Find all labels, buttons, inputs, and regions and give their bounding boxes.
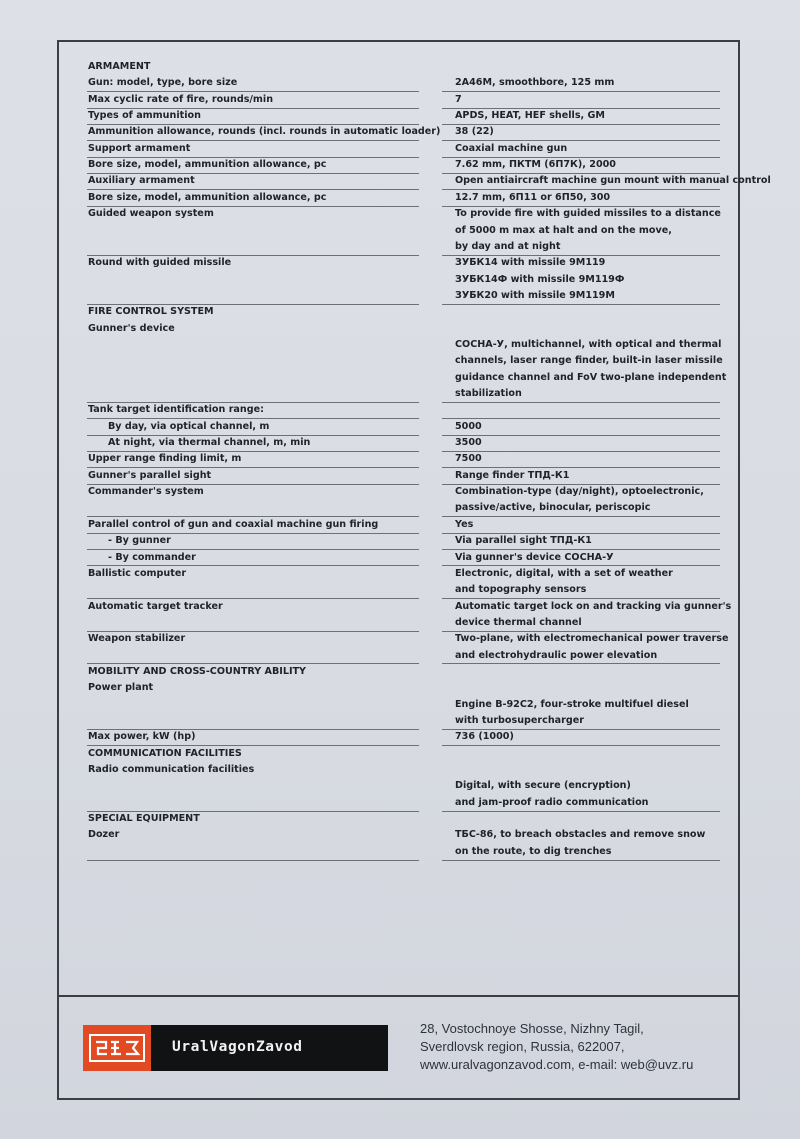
spec-label: By day, via optical channel, m <box>108 420 270 432</box>
spec-value: Engine В-92С2, four-stroke multifuel diesel <box>455 698 689 710</box>
row-rule <box>87 860 419 861</box>
spec-value: and topography sensors <box>455 584 587 596</box>
spec-value: channels, laser range finder, built-in laser missile <box>455 355 723 367</box>
spec-value: ЗУБК14Ф with missile 9М119Ф <box>455 273 625 285</box>
spec-value: ЗУБК14 with missile 9М119 <box>455 257 606 269</box>
spec-value <box>455 811 720 827</box>
spec-value: Two-plane, with electromechanical power traverse <box>455 633 729 645</box>
spec-value <box>455 402 720 418</box>
spec-value: Digital, with secure (encryption) <box>455 780 631 792</box>
spec-value: 7 <box>455 93 462 105</box>
uvz-badge-icon <box>83 1025 151 1071</box>
spec-value: 2A46M, smoothbore, 125 mm <box>455 77 615 89</box>
spec-value: guidance channel and FoV two-plane independent <box>455 371 727 383</box>
spec-value: Automatic target lock on and tracking via gunner's <box>455 600 732 612</box>
spec-value: 736 (1000) <box>455 731 514 743</box>
spec-value <box>455 680 720 696</box>
section-heading: SPECIAL EQUIPMENT <box>88 813 200 825</box>
spec-value: ТБС-86, to breach obstacles and remove snow <box>455 829 706 841</box>
footer-divider <box>59 995 738 997</box>
spec-value: stabilization <box>455 388 522 399</box>
spec-value: 5000 <box>455 420 482 432</box>
spec-label: Radio communication facilities <box>88 764 255 776</box>
spec-label: - By gunner <box>108 535 171 547</box>
spec-value <box>455 762 720 778</box>
address-line-2: Sverdlovsk region, Russia, 622007, <box>420 1039 625 1054</box>
spec-value: on the route, to dig trenches <box>455 845 612 857</box>
spec-label: Support armament <box>88 142 191 154</box>
spec-label: Bore size, model, ammunition allowance, pc <box>88 159 327 171</box>
section-heading: ARMAMENT <box>88 61 151 72</box>
spec-value <box>455 664 720 680</box>
spec-label: Max cyclic rate of fire, rounds/min <box>88 93 274 105</box>
spec-label: Round with guided missile <box>88 257 232 269</box>
spec-value <box>455 59 720 75</box>
company-wordmark: UralVagonZavod <box>172 1039 303 1055</box>
section-heading: MOBILITY AND CROSS-COUNTRY ABILITY <box>88 665 306 677</box>
spec-value: Open antiaircraft machine gun mount with manual control <box>455 175 771 187</box>
spec-label: Automatic target tracker <box>88 600 223 612</box>
spec-label: Tank target identification range: <box>88 404 264 416</box>
spec-label: Types of ammunition <box>88 110 201 122</box>
spec-value: of 5000 m max at halt and on the move, <box>455 224 672 236</box>
spec-value: with turbosupercharger <box>455 715 584 726</box>
spec-value <box>455 746 720 762</box>
spec-label: Gun: model, type, bore size <box>88 77 238 89</box>
spec-label: Upper range finding limit, m <box>88 453 242 465</box>
spec-value: Combination-type (day/night), optoelectronic, <box>455 486 704 498</box>
spec-label: Weapon stabilizer <box>88 633 186 645</box>
spec-value: Via parallel sight ТПД-К1 <box>455 535 592 547</box>
spec-value: passive/active, binocular, periscopic <box>455 502 651 514</box>
spec-value <box>455 304 720 320</box>
spec-label: Dozer <box>88 829 120 841</box>
spec-label: At night, via thermal channel, m, min <box>108 437 311 449</box>
spec-value: and electrohydraulic power elevation <box>455 649 658 661</box>
spec-value: by day and at night <box>455 240 561 252</box>
spec-label: Gunner's device <box>88 322 175 334</box>
spec-value: device thermal channel <box>455 616 582 628</box>
spec-label: Gunner's parallel sight <box>88 469 212 481</box>
spec-label: - By commander <box>108 551 196 563</box>
spec-value: Electronic, digital, with a set of weather <box>455 567 673 579</box>
spec-value: 7.62 mm, ПКТМ (6П7К), 2000 <box>455 159 616 171</box>
spec-value: 3500 <box>455 437 482 449</box>
spec-value: СОСНА-У, multichannel, with optical and thermal <box>455 338 722 350</box>
spec-label: Ammunition allowance, rounds (incl. rounds in automatic loader) <box>88 126 441 138</box>
spec-value <box>455 321 720 337</box>
spec-label: Ballistic computer <box>88 567 187 579</box>
section-heading: COMMUNICATION FACILITIES <box>88 747 242 759</box>
address-line-3[interactable]: www.uralvagonzavod.com, e-mail: web@uvz.ru <box>420 1057 694 1072</box>
spec-value: Coaxial machine gun <box>455 142 568 154</box>
spec-label: Parallel control of gun and coaxial machine gun firing <box>88 518 379 530</box>
spec-label: Auxiliary armament <box>88 175 195 187</box>
spec-label: Commander's system <box>88 486 204 498</box>
spec-value: 7500 <box>455 453 482 465</box>
spec-label: Guided weapon system <box>88 208 214 220</box>
spec-value: APDS, HEAT, HEF shells, GM <box>455 110 605 122</box>
spec-value: To provide fire with guided missiles to a distance <box>455 208 721 220</box>
spec-value: ЗУБК20 with missile 9М119М <box>455 289 615 301</box>
spec-value: 38 (22) <box>455 126 494 138</box>
spec-label: Power plant <box>88 682 154 694</box>
spec-label: Max power, kW (hp) <box>88 731 196 743</box>
address-line-1: 28, Vostochnoye Shosse, Nizhny Tagil, <box>420 1021 644 1036</box>
row-rule <box>442 860 720 861</box>
spec-label: Bore size, model, ammunition allowance, pc <box>88 191 327 203</box>
spec-value: 12.7 mm, 6П11 or 6П50, 300 <box>455 191 611 203</box>
spec-value: Via gunner's device СОСНА-У <box>455 551 614 563</box>
spec-value: Yes <box>455 518 474 530</box>
spec-value: Range finder ТПД-К1 <box>455 469 570 481</box>
spec-value: and jam-proof radio communication <box>455 796 649 808</box>
section-heading: FIRE CONTROL SYSTEM <box>88 306 214 318</box>
